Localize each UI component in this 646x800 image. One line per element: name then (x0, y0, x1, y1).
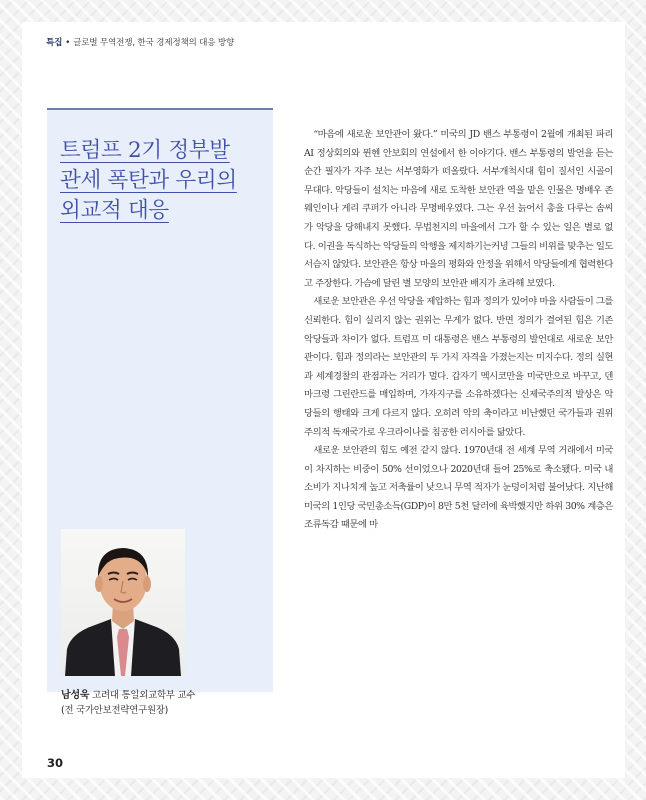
article-title (60, 136, 265, 226)
header-separator: • (65, 38, 71, 48)
author-name: 남성욱 (61, 690, 90, 701)
title-line-2: 관세 폭탄과 우리의 (60, 168, 237, 193)
article-body (304, 126, 613, 535)
header-topic: 글로벌 무역전쟁, 한국 경제정책의 대응 방향 (73, 38, 235, 48)
author-affiliation: 고려대 통일외교학부 교수 (92, 690, 196, 701)
body-paragraph-2: 새로운 보안관은 우선 악당을 제압하는 힘과 정의가 있어야 마을 사람들이 그를 신뢰한다. 힘이 실리지 않는 권위는 무게가 없다. 반면 정의가 결여된 힘은 기존 악당들과 차이가 없다. 트럼프 미 대통령은 밴스 부통령의 발언대로 새로운 보안관이다. 힘과 정의라는 보안관의 두 가지 자격을 가졌는지는 미지수다. 정의 실현과 세계경찰의 관점과는 거리가 멀다. 갑자기 멕시코만을 미국만으로 바꾸고, 덴마크령 그린란드를 매입하며, 가자지구를 소유하겠다는 신제국주의적 발상은 악당들의 행태와 크게 다르지 않다. 오히려 악의 축이라고 비난했던 국가들과 권위주의적 독재국가로 우크라이나를 침공한 러시아를 닮았다. (304, 296, 613, 438)
title-line-3: 외교적 대응 (60, 198, 169, 223)
author-byline (61, 688, 261, 718)
body-paragraph-1: “마음에 새로운 보안관이 왔다.” 미국의 JD 밴스 부통령이 2월에 개최된 파리 AI 정상회의와 뮌헨 안보회의 연설에서 한 이야기다. 밴스 부통령의 발언을 듣는 순간 필자가 자주 보는 서부영화가 떠올랐다. 서부개척시대 힘이 질서인 시골이 무대다. 악당들이 설치는 마음에 새로 도착한 보안관 역을 맡은 인물은 명배우 존 웨인이나 게리 쿠퍼가 아니라 무명배우였다. 그는 우선 늙어서 총을 다루는 솜씨가 악당을 당해내지 못했다. 무법천지의 마을에서 그가 할 수 있는 일은 별로 없다. 이권을 독식하는 악당들의 악행을 제지하기는커녕 그들의 비위를 맞추는 일도 서슴지 않았다. 보안관은 항상 마을의 평화와 안정을 위해서 악당들에게 협력한다고 주장한다. 가슴에 달린 별 모양의 보안관 배지가 초라해 보였다. (304, 129, 613, 289)
author-line-1 (61, 688, 261, 703)
page (22, 22, 625, 778)
running-header (46, 36, 234, 48)
header-section: 특집 (46, 38, 63, 48)
page-number: 30 (47, 756, 64, 770)
title-line-1: 트럼프 2기 정부발 (60, 138, 230, 163)
body-paragraph-3: 새로운 보안관의 힘도 예전 같지 않다. 1970년대 전 세계 무역 거래에서 미국이 차지하는 비중이 50% 선이었으나 2020년대 들어 25%로 축소됐다. 미국 내 소비가 지나치게 높고 저축률이 낮으니 무역 적자가 눈덩이처럼 불어났다. 지난해 미국의 1인당 국민총소득(GDP)이 8만 5천 달러에 육박했지만 하위 30% 계층은 조류독감 때문에 마 (304, 445, 613, 531)
author-note: (전 국가안보전략연구원장) (61, 705, 169, 716)
author-photo (61, 529, 185, 676)
